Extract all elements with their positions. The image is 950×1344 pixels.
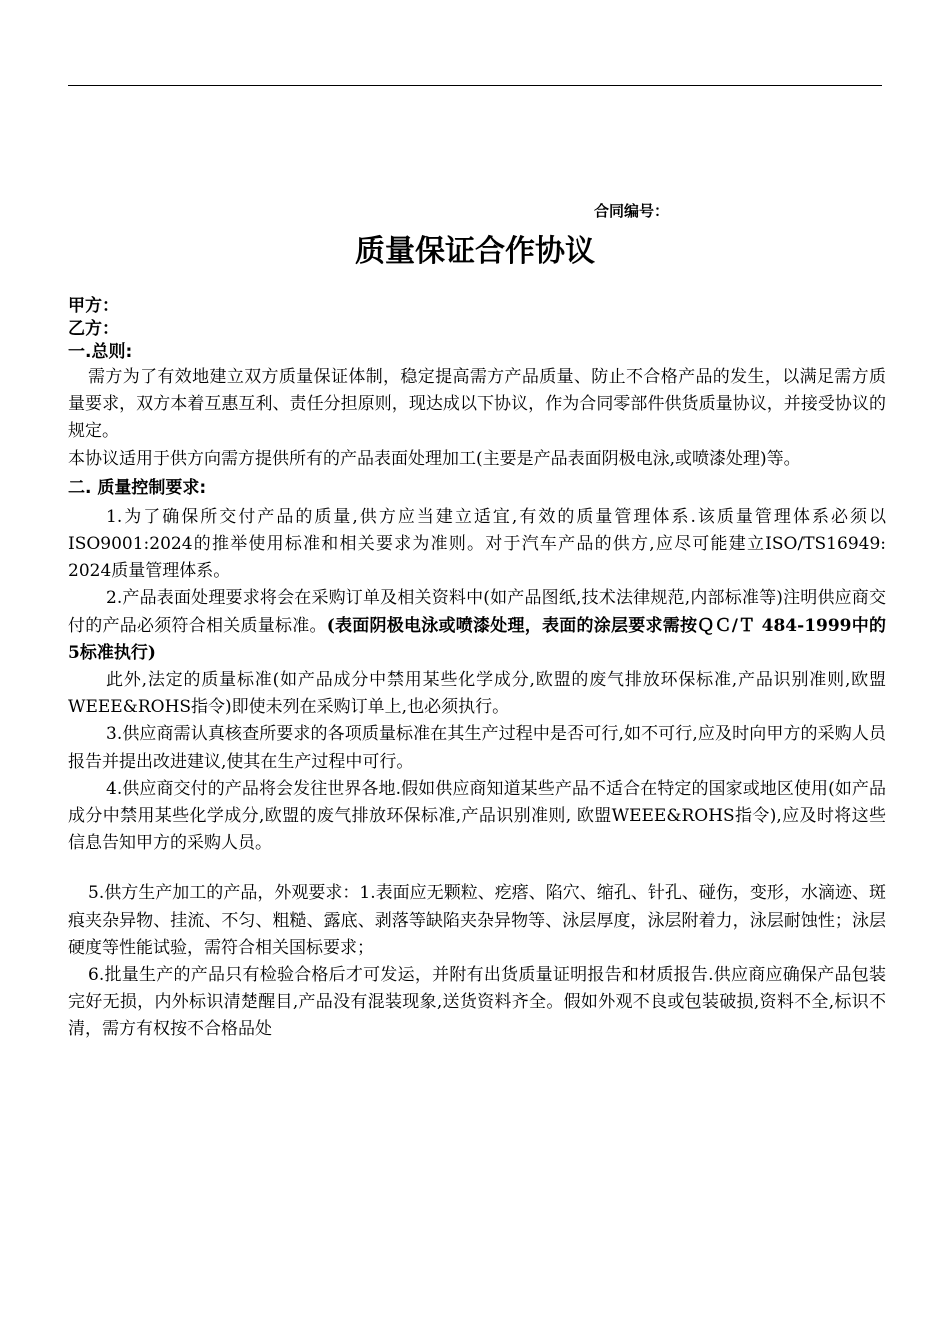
section-2-item-1: 1.为了确保所交付产品的质量,供方应当建立适宜,有效的质量管理体系.该质量管理体系必须以ISO9001:2024的推举使用标准和相关要求为准则。对于汽车产品的供方,应尽可能建立ISO/TS16949: 2024质量管理体系。 [68, 506, 886, 582]
item-2-text: 2.产品表面处理要求将会在采购订单及相关资料中(如产品图纸,技术法律规范,内部标准等)注明供应商交付的产品必须符合相关质量标准。 [68, 588, 886, 636]
section-1-paragraph-2: 本协议适用于供方向需方提供所有的产品表面处理加工(主要是产品表面阴极电泳,或喷漆处理)等。 [68, 448, 801, 469]
party-b-label: 乙方： [68, 319, 119, 339]
header-rule [68, 85, 882, 86]
section-2-item-5: 5.供方生产加工的产品，外观要求：1.表面应无颗粒、疙瘩、陷穴、缩孔、针孔、碰伤，变形，水滴迹、斑痕夹杂异物、挂流、不匀、粗糙、露底、剥落等缺陷夹杂异物等、泳层厚度，泳层附着力，泳层耐蚀性；泳层硬度等性能试验，需符合相关国标要求； [68, 883, 886, 958]
section-2-item-2-extra: 此外,法定的质量标准(如产品成分中禁用某些化学成分,欧盟的废气排放环保标准,产品识别准则,欧盟WEEE&ROHS指令)即使未列在采购订单上,也必须执行。 [68, 670, 886, 718]
document-body [68, 295, 886, 1044]
spacer [68, 857, 886, 880]
item-2-coating-standard: (表面阴极电泳或喷漆处理，表面的涂层要求需按ＱＣ/Ｔ 484-1999中的5标准执行) [68, 615, 887, 663]
party-a-label: 甲方： [68, 296, 119, 316]
section-2-heading: 二. 质量控制要求: [68, 477, 207, 498]
section-1-paragraph-1: 需方为了有效地建立双方质量保证体制，稳定提高需方产品质量、防止不合格产品的发生，以满足需方质量要求，双方本着互惠互利、责任分担原则，现达成以下协议，作为合同零部件供货质量协议，并接受协议的规定。 [68, 367, 886, 442]
section-1-heading: 一.总则: [68, 342, 133, 362]
section-2-item-4: 4.供应商交付的产品将会发往世界各地.假如供应商知道某些产品不适合在特定的国家或地区使用(如产品成分中禁用某些化学成分,欧盟的废气排放环保标准,产品识别准则, 欧盟WEEE&ROHS指令),应及时将这些信息告知甲方的采购人员。 [68, 778, 886, 854]
document-title: 质量保证合作协议 [355, 234, 595, 269]
contract-number-label: 合同编号： [594, 202, 670, 220]
section-2-item-6: 6.批量生产的产品只有检验合格后才可发运，并附有出货质量证明报告和材质报告.供应商应确保产品包装完好无损，内外标识清楚醒目,产品没有混装现象,送货资料齐全。假如外观不良或包装破损,资料不全,标识不清，需方有权按不合格品处 [68, 965, 886, 1040]
section-2-item-2 [68, 585, 886, 667]
section-2-item-3: 3.供应商需认真核查所要求的各项质量标准在其生产过程中是否可行,如不可行,应及时向甲方的采购人员报告并提出改进建议,使其在生产过程中可行。 [68, 724, 886, 772]
